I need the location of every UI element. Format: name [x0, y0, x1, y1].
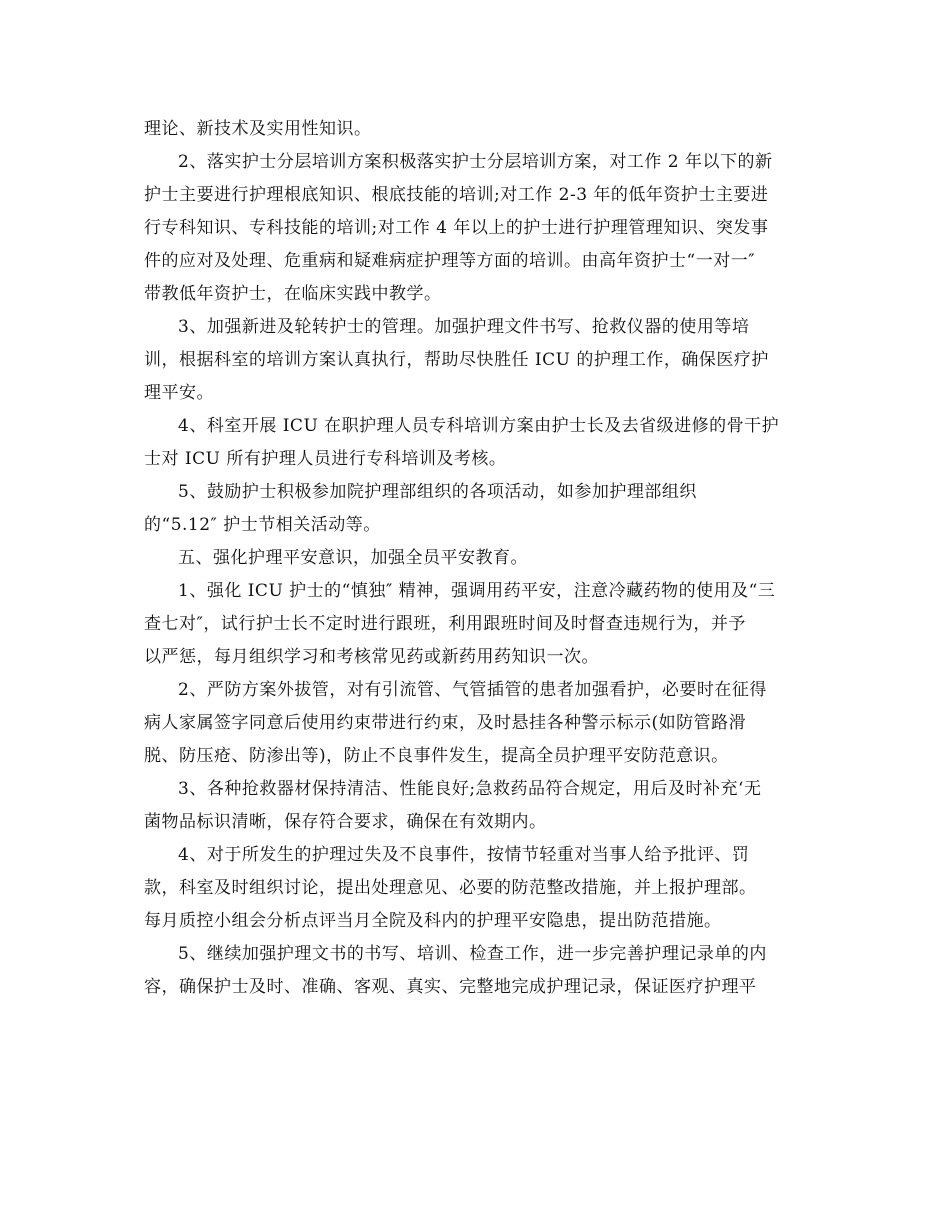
text-line: 病人家属签字同意后使用约束带进行约束，及时悬挂各种警示标示(如防管路滑: [144, 713, 747, 733]
text-line: 护士主要进行护理根底知识、根底技能的培训;对工作 2-3 年的低年资护士主要进: [144, 185, 769, 205]
paragraph: [144, 674, 806, 773]
text-line: 2、严防方案外拔管，对有引流管、气管插管的患者加强看护，必要时在征得: [178, 680, 767, 700]
paragraph: [144, 311, 806, 410]
text-line: 理论、新技术及实用性知识。: [144, 119, 372, 139]
text-line: 行专科知识、专科技能的培训;对工作 4 年以上的护士进行护理管理知识、突发事: [144, 218, 769, 238]
paragraph: [144, 839, 806, 938]
text-line: 训，根据科室的培训方案认真执行，帮助尽快胜任 ICU 的护理工作，确保医疗护: [144, 350, 769, 370]
text-line: 理平安。: [144, 383, 214, 403]
text-line: 容，确保护士及时、准确、客观、真实、完整地完成护理记录，保证医疗护理平: [144, 977, 757, 997]
text-line: 的“5.12″ 护士节相关活动等。: [144, 515, 381, 535]
text-line: 以严惩，每月组织学习和考核常见药或新药用药知识一次。: [144, 647, 599, 667]
text-line: 2、落实护士分层培训方案积极落实护士分层培训方案，对工作 2 年以下的新: [178, 152, 773, 172]
text-line: 4、对于所发生的护理过失及不良事件，按情节轻重对当事人给予批评、罚: [178, 845, 750, 865]
paragraph: [144, 476, 806, 542]
text-line: 5、鼓励护士积极参加院护理部组织的各项活动，如参加护理部组织: [178, 482, 697, 502]
paragraph: [144, 113, 806, 146]
text-line: 每月质控小组会分析点评当月全院及科内的护理平安隐患，提出防范措施。: [144, 911, 722, 931]
text-line: 士对 ICU 所有护理人员进行专科培训及考核。: [144, 449, 507, 469]
paragraph: [144, 410, 806, 476]
text-line: 1、强化 ICU 护士的“慎独″ 精神，强调用药平安，注意冷藏药物的使用及“三: [178, 581, 776, 601]
document-body: [144, 113, 806, 1004]
paragraph: [144, 575, 806, 674]
paragraph: [144, 542, 806, 575]
text-line: 五、强化护理平安意识，加强全员平安教育。: [178, 548, 528, 568]
paragraph: [144, 146, 806, 311]
paragraph: [144, 938, 806, 1004]
paragraph: [144, 773, 806, 839]
text-line: 查七对″，试行护士长不定时进行跟班，利用跟班时间及时督查违规行为，并予: [144, 614, 746, 634]
text-line: 5、继续加强护理文书的书写、培训、检查工作，进一步完善护理记录单的内: [178, 944, 767, 964]
text-line: 脱、防压疮、防渗出等)，防止不良事件发生，提高全员护理平安防范意识。: [144, 746, 729, 766]
text-line: 4、科室开展 ICU 在职护理人员专科培训方案由护士长及去省级进修的骨干护: [178, 416, 780, 436]
text-line: 款，科室及时组织讨论，提出处理意见、必要的防范整改措施，并上报护理部。: [144, 878, 757, 898]
text-line: 3、加强新进及轮转护士的管理。加强护理文件书写、抢救仪器的使用等培: [178, 317, 750, 337]
text-line: 菌物品标识清晰，保存符合要求，确保在有效期内。: [144, 812, 547, 832]
text-line: 3、各种抢救器材保持清洁、性能良好;急救药品符合规定，用后及时补充‘无: [178, 779, 762, 799]
text-line: 带教低年资护士，在临床实践中教学。: [144, 284, 442, 304]
text-line: 件的应对及处理、危重病和疑难病症护理等方面的培训。由高年资护士“一对一″: [144, 251, 756, 271]
